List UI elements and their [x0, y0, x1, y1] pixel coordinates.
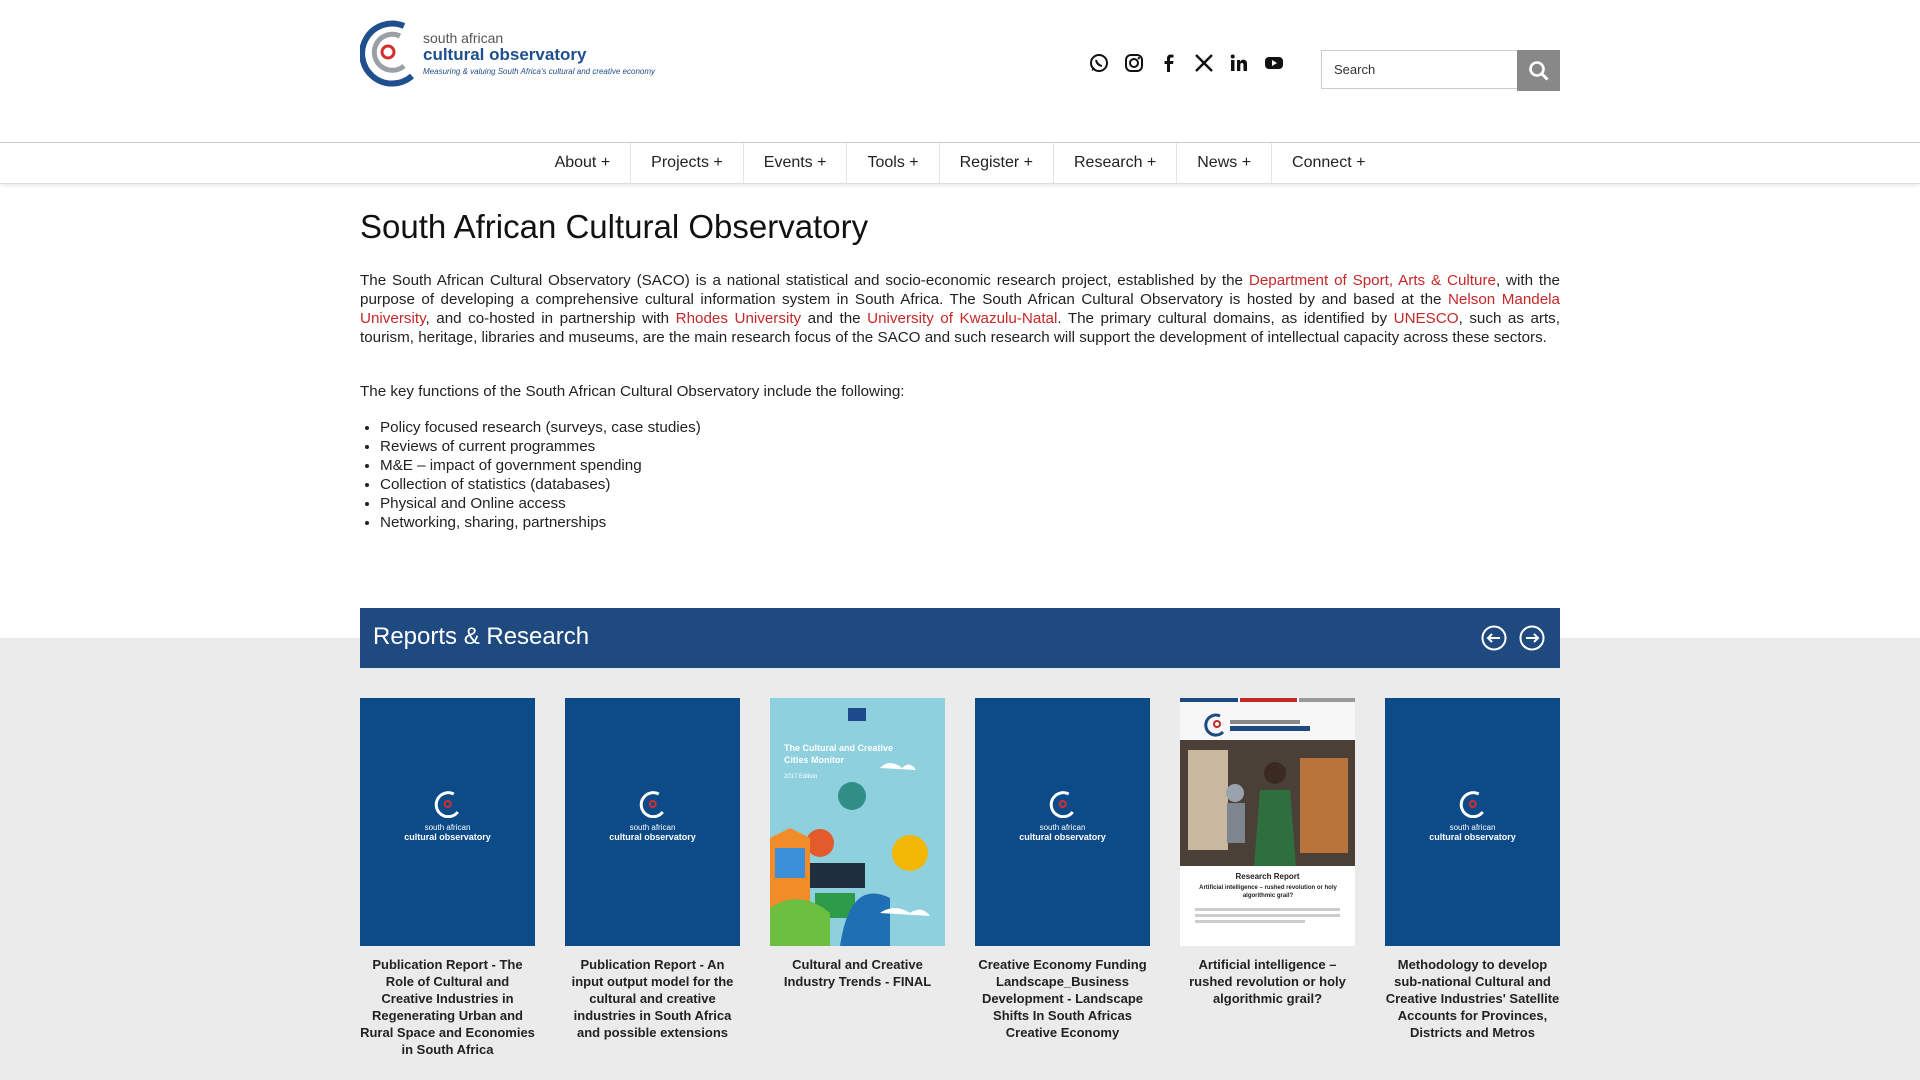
list-item: • Physical and Online access: [380, 494, 701, 513]
nav-tools[interactable]: Tools +: [847, 143, 939, 183]
logo-line2: cultural observatory: [423, 45, 587, 64]
report-title[interactable]: Publication Report - An input output model for the cultural and creative industries in South Africa and possible extensions: [571, 957, 734, 1040]
report-cover: [565, 698, 740, 946]
carousel-next-button[interactable]: [1519, 625, 1545, 651]
cover-logo-text: cultural observatory: [404, 832, 491, 842]
cover-logo-text: cultural observatory: [1429, 832, 1516, 842]
cover-logo-text: south african: [1039, 823, 1086, 832]
social-links: [1088, 52, 1284, 73]
main-nav: [0, 142, 1920, 184]
logo-mark-icon: [639, 790, 667, 818]
link-nmu[interactable]: Nelson Mandela University: [360, 291, 1560, 327]
list-item: • Networking, sharing, partnerships: [380, 513, 701, 532]
cover-logo-text: south african: [424, 823, 471, 832]
report-card[interactable]: [1180, 698, 1355, 1007]
link-ukzn[interactable]: University of Kwazulu-Natal: [867, 310, 1058, 327]
link-unesco[interactable]: UNESCO: [1393, 310, 1459, 327]
search-input[interactable]: [1321, 50, 1517, 89]
nav-news[interactable]: News +: [1177, 143, 1272, 183]
report-card[interactable]: [360, 698, 535, 1058]
report-card[interactable]: [770, 698, 945, 990]
logo-mark-icon: [1459, 790, 1487, 818]
key-functions-intro: The key functions of the South African Cultural Observatory include the following:: [360, 383, 905, 400]
report-title[interactable]: Creative Economy Funding Landscape_Business Development - Landscape Shifts In South Africas Creative Economy: [978, 957, 1147, 1040]
cover-heading: Research Report: [1235, 872, 1300, 881]
report-card[interactable]: [975, 698, 1150, 1041]
report-title[interactable]: Methodology to develop sub-national Cultural and Creative Industries' Satellite Accounts for Provinces, Districts and Metros: [1385, 957, 1560, 1040]
report-cover: [360, 698, 535, 946]
report-cover: [975, 698, 1150, 946]
list-item: • M&E – impact of government spending: [380, 456, 701, 475]
nav-projects[interactable]: Projects +: [631, 143, 744, 183]
nav-about[interactable]: About +: [535, 143, 632, 183]
nav-research[interactable]: Research +: [1054, 143, 1177, 183]
search-button[interactable]: [1517, 50, 1560, 91]
ai-report-cover-illustration: [1180, 698, 1355, 946]
carousel-prev-button[interactable]: [1481, 625, 1507, 651]
logo-mark-icon: [1049, 790, 1077, 818]
facebook-icon[interactable]: [1158, 52, 1179, 73]
report-card[interactable]: [565, 698, 740, 1041]
youtube-icon[interactable]: [1263, 52, 1284, 73]
cover-logo-text: cultural observatory: [1019, 832, 1106, 842]
list-item: • Reviews of current programmes: [380, 437, 701, 456]
logo-mark-icon: [434, 790, 462, 818]
cover-logo: [1429, 790, 1516, 842]
key-functions-list: [360, 418, 701, 532]
reports-band: [0, 638, 1920, 1080]
nav-register[interactable]: Register +: [940, 143, 1054, 183]
nav-events[interactable]: Events +: [744, 143, 848, 183]
search-form: [1321, 50, 1561, 91]
cover-logo: [404, 790, 491, 842]
site-logo[interactable]: [360, 18, 670, 93]
cover-edition: 2017 Edition: [784, 774, 818, 780]
logo-tagline: Measuring & valuing South Africa's cultural and creative economy: [423, 67, 656, 76]
report-cover: [770, 698, 945, 946]
report-title[interactable]: Publication Report - The Role of Cultural and Creative Industries in Regenerating Urban and Rural Space and Economies in South Africa: [360, 957, 535, 1057]
x-icon[interactable]: [1193, 52, 1214, 73]
intro-text: . The primary cultural domains, as identified by: [1057, 310, 1394, 327]
search-icon: [1528, 60, 1550, 82]
intro-text: and the: [801, 310, 868, 327]
cover-title: The Cultural and Creative Cities Monitor: [784, 743, 894, 765]
nav-connect[interactable]: Connect +: [1292, 154, 1366, 171]
report-title[interactable]: Cultural and Creative Industry Trends - FINAL: [783, 957, 932, 989]
intro-text: , such as arts, tourism, heritage, libraries and museums, are the main research focus of the SACO and such research will support the development of intellectual capacity across these sectors.: [360, 310, 1560, 346]
report-cover: [1180, 698, 1355, 946]
logo-mark-icon: [360, 18, 420, 88]
cities-monitor-cover-illustration: [770, 698, 945, 946]
arrow-left-icon: [1481, 625, 1507, 651]
logo-line1: south african: [423, 30, 504, 46]
reports-title: Reports & Research: [373, 623, 590, 650]
page-title: South African Cultural Observatory: [360, 208, 869, 245]
cover-logo-text: cultural observatory: [609, 832, 696, 842]
link-dsac[interactable]: Department of Sport, Arts & Culture: [1248, 272, 1496, 289]
list-item: • Collection of statistics (databases): [380, 475, 701, 494]
arrow-right-icon: [1519, 625, 1545, 651]
list-item: • Policy focused research (surveys, case studies): [380, 418, 701, 437]
intro-paragraph: [360, 271, 1560, 347]
report-cover: [1385, 698, 1560, 946]
instagram-icon[interactable]: [1123, 52, 1144, 73]
cover-logo: [1019, 790, 1106, 842]
cover-logo-text: south african: [1449, 823, 1496, 832]
intro-text: , and co-hosted in partnership with: [425, 310, 676, 327]
reports-header: [360, 608, 1560, 668]
cover-subtitle: Artificial intelligence – rushed revolution or holy algorithmic grail?: [1199, 885, 1337, 899]
cover-logo-text: south african: [629, 823, 676, 832]
link-rhodes[interactable]: Rhodes University: [675, 310, 802, 327]
intro-text: , with the purpose of developing a comprehensive cultural information system in South Africa. The South African Cultural Observatory is hosted by and based at the: [360, 272, 1561, 308]
report-title[interactable]: Artificial intelligence – rushed revolution or holy algorithmic grail?: [1189, 957, 1346, 1006]
intro-text: The South African Cultural Observatory (SACO) is a national statistical and socio-economic research project, established by the: [360, 272, 1249, 289]
whatsapp-icon[interactable]: [1088, 52, 1109, 73]
linkedin-icon[interactable]: [1228, 52, 1249, 73]
report-card[interactable]: [1385, 698, 1560, 1041]
cover-logo: [609, 790, 696, 842]
